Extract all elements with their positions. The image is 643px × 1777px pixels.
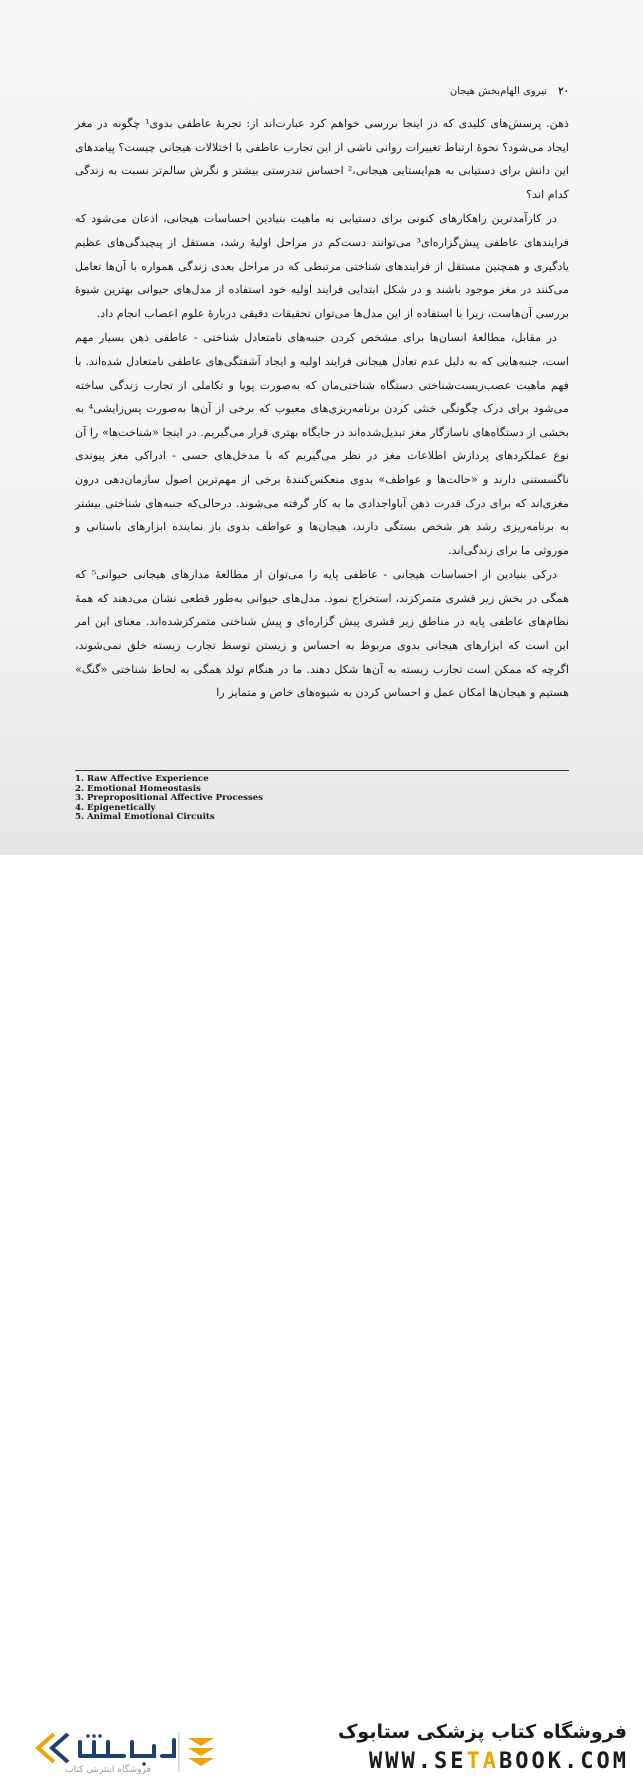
footnote-3: 3. Prepropositional Affective Processes — [75, 793, 264, 804]
footnotes — [75, 775, 569, 823]
paragraph-4: درکی بنیادین از احساسات هیجانی - عاطفی پایه را می‌توان از مطالعهٔ مدارهای هیجانی حیوانی⁵ که همگی در بخش زیر قشری متمرکزند، استخراج نمود. مدل‌های حیوانی به‌طور قطعی نشان می‌دهند که همهٔ نظام‌های عاطفی پایه در مناطق زیر قشری پیش گزاره‌ای و پیش شناختی متمرکزشده‌اند. معنای این امر این است که ابزارهای هیجانی بدوی مربوط به احساس و زیستن توسط تجارب زیسته خلق نمی‌شوند، اگرچه که ممکن است تجارب زیسته به آن‌ها شکل دهند. ما در هنگام تولد همگی به لحاظ شناختی «گنگ» هستیم و هیجان‌ها امکان عمل و احساس کردن به شیوه‌های خاص و متمایز را — [75, 568, 569, 700]
url-part-1: WWW.SE — [369, 1749, 467, 1774]
paragraph-3: در مقابل، مطالعهٔ انسان‌ها برای مشخص کردن جنبه‌های نامتعادل شناختی - عاطفی ذهن بسیار مهم است، جنبه‌هایی که به دلیل عدم تعادل هیجانی فرایند اولیه و ایجاد آشفتگی‌های عاطفی نامتعادل شده‌اند. با فهم ماهیت عصب‌زیست‌شناختی دستگاه شناختی‌مان که به‌صورت پویا و تکاملی از تجارب زندگی ساخته می‌شود برای درک چگونگی خنثی کردن برنامه‌ریزی‌های معیوب که برخی از آن‌ها به‌صورت پس‌زایشی⁴ به بخشی از دستگاه‌های ناسازگار مغز تبدیل‌شده‌اند در جایگاه بهتری قرار می‌گیریم. در اینجا «شناخت‌ها» را آن نوع عملکردهای پردازش اطلاعات مغز در نظر می‌گیریم که با مدخل‌های حسی - ادراکی مغز پیوندی ناگسستنی دارند و «حالت‌ها و عواطف» بدوی منعکس‌کنندهٔ برخی از مهم‌ترین اصول سازمان‌دهی درون مغزی‌اند که برای درک قدرت ذهن آباواجدادی ما به کار گرفته می‌شوند. درحالی‌که جنبه‌های شناختی بیشتر به برنامه‌ریزی رشد هر شخص بستگی دارند، هیجان‌ها و عواطف بدوی باز نماینده ابزارهای باستانی و موروثی ما برای زندگی‌اند. — [75, 331, 569, 557]
url-part-2: BOOK.COM — [499, 1749, 629, 1774]
url-accent: TA — [466, 1749, 500, 1774]
footnote-4: 4. Epigenetically — [75, 802, 156, 813]
store-name: فروشگاه کتاب پزشکی ستابوک — [337, 1721, 627, 1743]
page-number: ۲۰ — [558, 86, 569, 97]
logo-divider — [178, 1732, 180, 1772]
paragraph-1: ذهن. پرسش‌های کلیدی که در اینجا بررسی خواهم کرد عبارت‌اند از: تجربهٔ عاطفی بدوی¹ چگونه در مغز ایجاد می‌شود؟ نحوهٔ ارتباط تغییرات روانی ناشی از این تجارب عاطفی با اختلالات هیجانی چیست؟ پیامدهای این دانش برای دستیابی به هم‌ایستایی هیجانی،² احساس تندرستی بیشتر و نگرش سالم‌تر نسبت به زندگی کدام اند؟ — [75, 117, 570, 201]
footnote-1: 1. Raw Affective Experience — [75, 774, 209, 784]
running-header — [75, 84, 569, 100]
logo-caption: فروشگاه اینترنتی کتاب — [65, 1765, 151, 1775]
book-page — [0, 0, 643, 855]
footnote-5: 5. Animal Emotional Circuits — [75, 812, 215, 823]
chevrons-icon — [38, 1734, 68, 1762]
footnote-2: 2. Emotional Homeostasis — [75, 783, 201, 794]
body-text — [75, 112, 569, 705]
book-title: نیروی الهام‌بخش هیجان — [449, 86, 547, 97]
store-banner[interactable] — [0, 855, 643, 1775]
paragraph-2: در کارآمدترین راهکارهای کنونی برای دستیابی به ماهیت بنیادین احساسات هیجانی، اذعان می‌شود که فرایندهای عاطفی پیش‌گزاره‌ای³ می‌توانند دست‌کم در مراحل اولیهٔ رشد، مستقل از پیچیدگی‌های عظیم یادگیری و همچنین مستقل از فرایندهای شناختی مرتبطی که در مراحل بعدی زندگی همواره با آن‌ها تعامل می‌کنند در مغز موجود باشند و در شکل ابتدایی فرایند اولیه خود استفاده از مدل‌های حیوانی بهترین شیوهٔ بررسی آن‌هاست، زیرا با استفاده از این مدل‌ها می‌توان تحقیقات دقیقی دربارهٔ علوم اعصاب انجام داد. — [75, 212, 569, 320]
logo-wordmark — [80, 1734, 174, 1766]
store-url[interactable] — [229, 1749, 629, 1777]
footnote-divider — [75, 770, 569, 771]
book-icon — [188, 1738, 214, 1766]
